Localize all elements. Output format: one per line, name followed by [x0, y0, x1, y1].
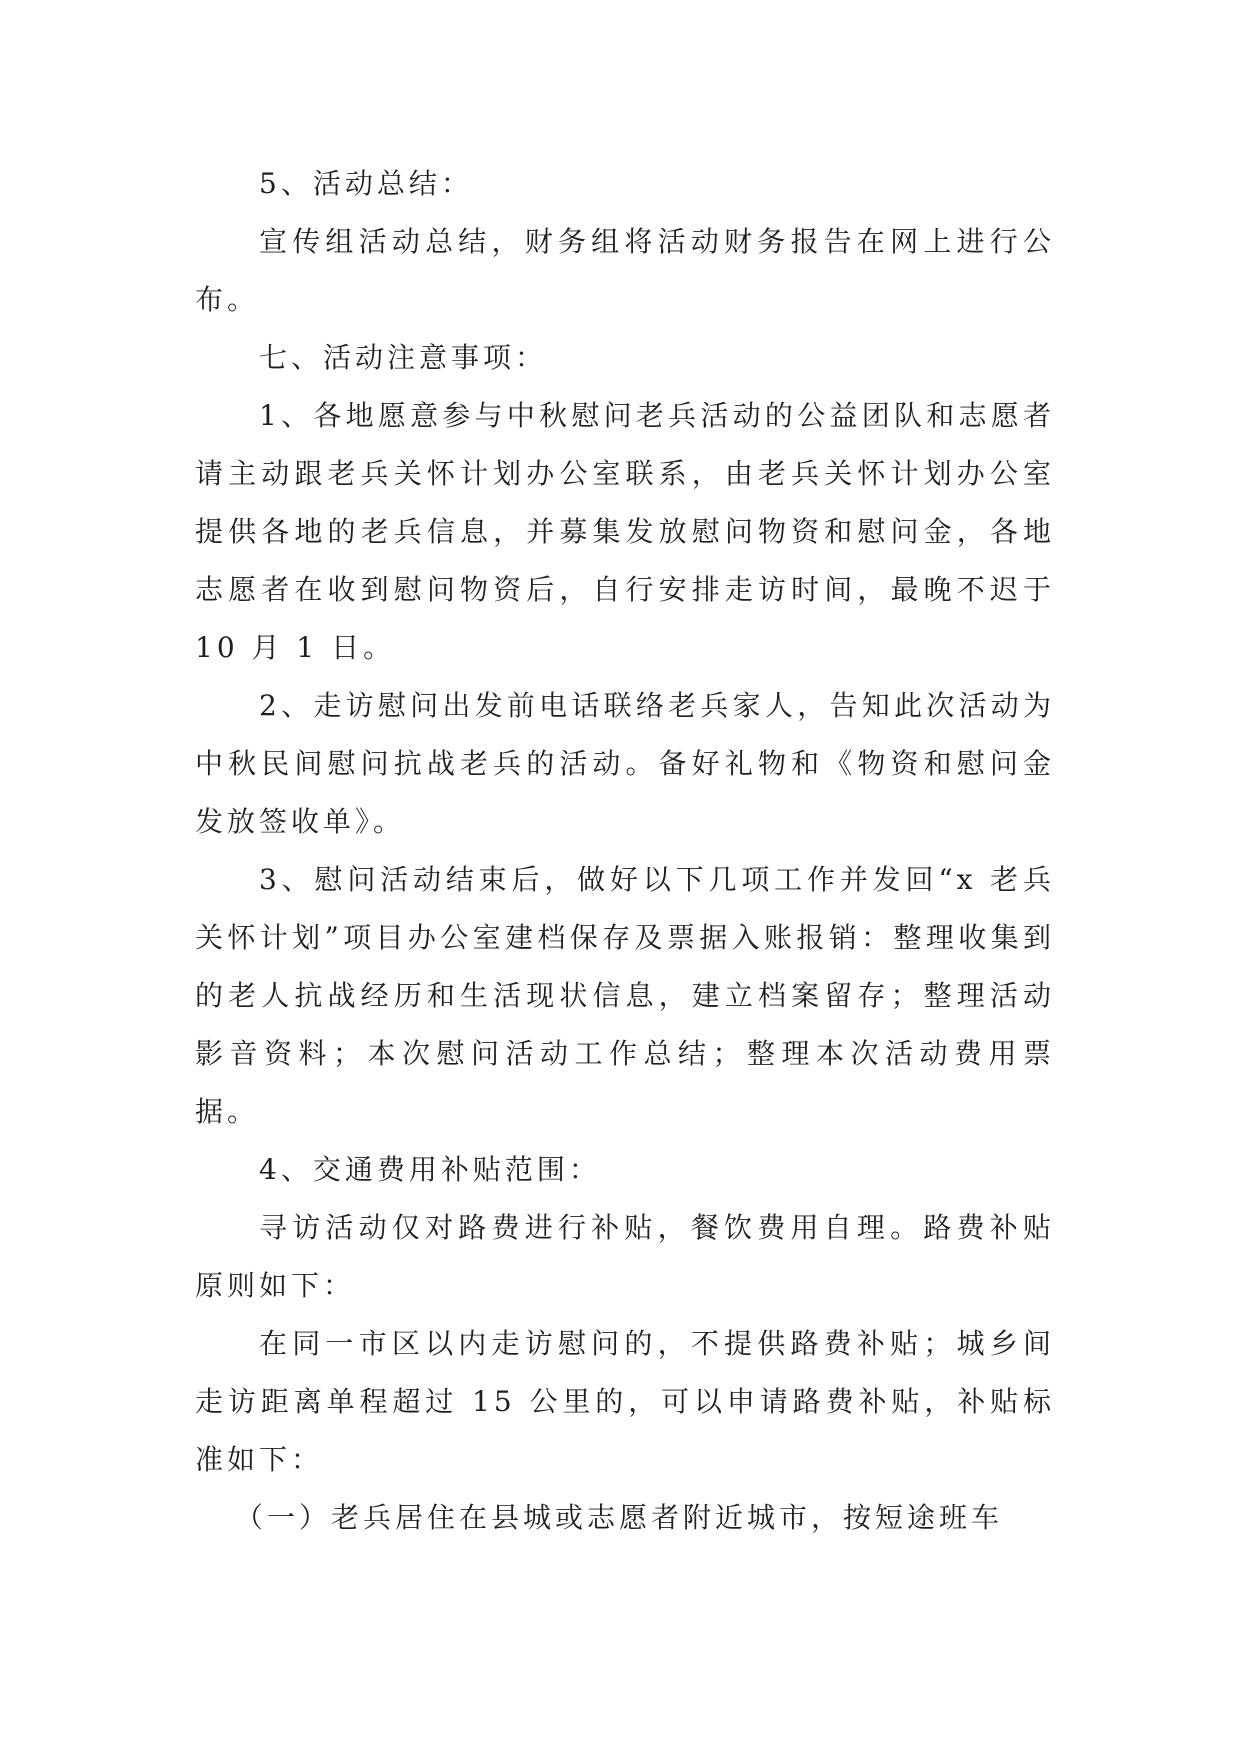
- paragraph-subsidy-standard: 在同一市区以内走访慰问的，不提供路费补贴；城乡间走访距离单程超过 15 公里的，可以申请路费补贴，补贴标准如下：: [195, 1327, 1055, 1476]
- section-heading-transport-subsidy: 4、交通费用补贴范围：: [259, 1153, 601, 1186]
- document-body: [195, 155, 1055, 1547]
- section-heading-activity-summary: 5、活动总结：: [259, 167, 473, 200]
- paragraph-note-1: 1、各地愿意参与中秋慰问老兵活动的公益团队和志愿者请主动跟老兵关怀计划办公室联系，由老兵关怀计划办公室提供各地的老兵信息，并募集发放慰问物资和慰问金，各地志愿者在收到慰问物资后，自行安排走访时间，最晚不迟于 10 月 1 日。: [195, 399, 1055, 664]
- paragraph-note-2: 2、走访慰问出发前电话联络老兵家人，告知此次活动为中秋民间慰问抗战老兵的活动。备好礼物和《物资和慰问金发放签收单》。: [195, 689, 1055, 838]
- section-heading-notes: 七、活动注意事项：: [259, 341, 548, 374]
- paragraph-subsidy-principle: 寻访活动仅对路费进行补贴，餐饮费用自理。路费补贴原则如下：: [195, 1211, 1055, 1302]
- paragraph-subsidy-item-1: （一）老兵居住在县城或志愿者附近城市，按短途班车: [235, 1501, 1004, 1534]
- paragraph-note-3: 3、慰问活动结束后，做好以下几项工作并发回“x 老兵关怀计划”项目办公室建档保存及票据入账报销：整理收集到的老人抗战经历和生活现状信息，建立档案留存；整理活动影音资料；本次慰问活动工作总结；整理本次活动费用票据。: [195, 863, 1055, 1128]
- paragraph-activity-summary: 宣传组活动总结，财务组将活动财务报告在网上进行公布。: [195, 225, 1055, 316]
